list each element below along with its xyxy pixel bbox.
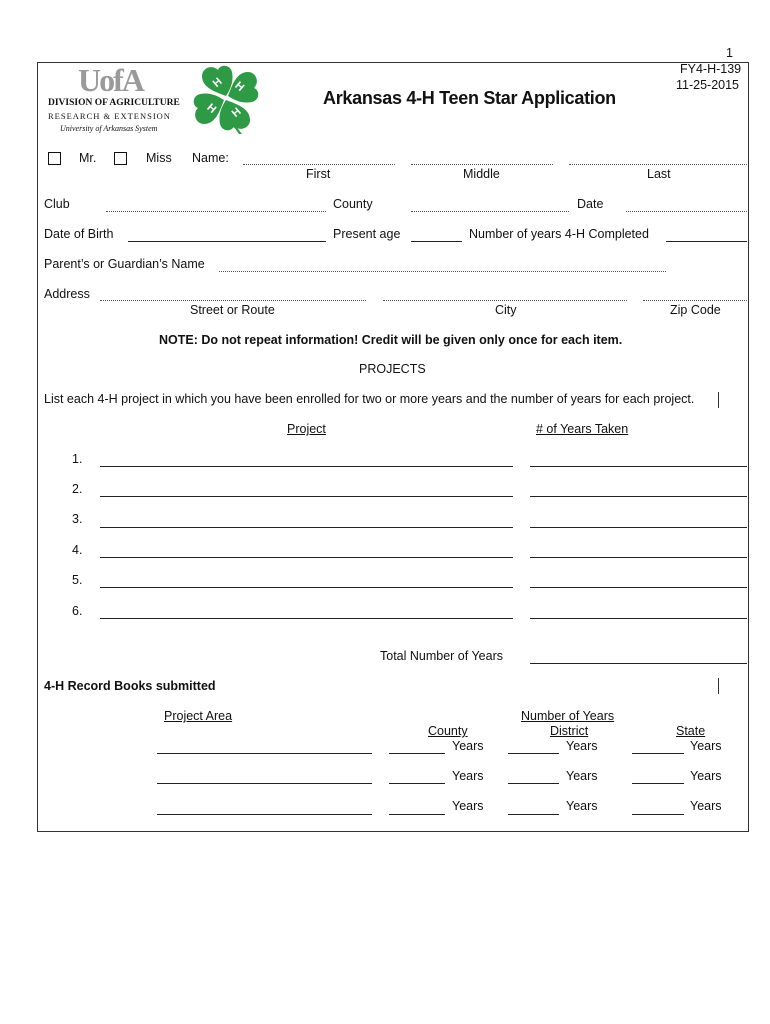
form-date: 11-25-2015: [676, 78, 740, 92]
last-name-field[interactable]: [569, 164, 747, 165]
logo-line3: University of Arkansas System: [60, 124, 158, 133]
record-books-heading: 4-H Record Books submitted: [44, 679, 216, 693]
street-label: Street or Route: [190, 303, 275, 317]
projects-instruction: List each 4-H project in which you have been enrolled for two or more years and the number of years for each project.: [44, 392, 695, 406]
years-label: Years: [566, 769, 598, 783]
logo-line2: RESEARCH & EXTENSION: [48, 111, 171, 121]
form-border: [37, 62, 749, 832]
years-label: Years: [452, 799, 484, 813]
row-number: 3.: [72, 512, 83, 526]
project-field[interactable]: [100, 527, 513, 528]
state-years-field[interactable]: [632, 783, 684, 784]
clover-h-2: H: [232, 79, 247, 94]
county-field[interactable]: [411, 211, 569, 212]
margin-tick: [718, 678, 719, 694]
address-label: Address: [44, 287, 90, 301]
years-field[interactable]: [530, 587, 747, 588]
city-label: City: [495, 303, 517, 317]
miss-label: Miss: [146, 151, 172, 165]
years-field[interactable]: [530, 466, 747, 467]
county-years-field[interactable]: [389, 753, 445, 754]
margin-tick: [718, 392, 719, 408]
years-label: Years: [566, 739, 598, 753]
project-field[interactable]: [100, 496, 513, 497]
first-name-field[interactable]: [243, 164, 395, 165]
row-number: 4.: [72, 543, 83, 557]
form-code: FY4-H-139: [680, 62, 742, 76]
last-label: Last: [647, 167, 671, 181]
note-text: NOTE: Do not repeat information! Credit will be given only once for each item.: [159, 333, 623, 347]
first-label: First: [306, 167, 331, 181]
state-years-field[interactable]: [632, 814, 684, 815]
col-project-area-header: Project Area: [164, 709, 233, 723]
years-label: Years: [452, 769, 484, 783]
zip-field[interactable]: [643, 300, 747, 301]
middle-name-field[interactable]: [411, 164, 553, 165]
zip-label: Zip Code: [670, 303, 721, 317]
miss-checkbox[interactable]: [114, 152, 127, 165]
row-number: 1.: [72, 452, 83, 466]
years-label: Years: [690, 799, 722, 813]
county-years-field[interactable]: [389, 783, 445, 784]
name-label: Name:: [192, 151, 229, 165]
page-number: 1: [726, 46, 733, 60]
district-years-field[interactable]: [508, 753, 559, 754]
district-years-field[interactable]: [508, 783, 559, 784]
total-years-field[interactable]: [530, 663, 747, 664]
four-h-clover-icon: [190, 62, 262, 134]
years-completed-field[interactable]: [666, 241, 747, 242]
uofa-logo: [46, 62, 180, 136]
dob-label: Date of Birth: [44, 227, 114, 241]
district-years-field[interactable]: [508, 814, 559, 815]
mr-label: Mr.: [79, 151, 97, 165]
project-field[interactable]: [100, 587, 513, 588]
col-project-header: Project: [287, 422, 326, 436]
mr-checkbox[interactable]: [48, 152, 61, 165]
years-label: Years: [690, 769, 722, 783]
total-years-label: Total Number of Years: [380, 649, 503, 663]
guardian-field[interactable]: [219, 271, 666, 272]
state-years-field[interactable]: [632, 753, 684, 754]
street-field[interactable]: [100, 300, 366, 301]
clover-h-1: H: [210, 75, 225, 90]
years-label: Years: [452, 739, 484, 753]
city-field[interactable]: [383, 300, 627, 301]
project-area-field[interactable]: [157, 814, 372, 815]
logo-line1: DIVISION OF AGRICULTURE: [48, 98, 180, 108]
uofa-monogram: UofA: [78, 62, 143, 98]
col-number-years-header: Number of Years: [521, 709, 615, 723]
county-label: County: [333, 197, 373, 211]
years-label: Years: [690, 739, 722, 753]
years-completed-label: Number of years 4-H Completed: [469, 227, 649, 241]
present-age-label: Present age: [333, 227, 401, 241]
county-years-field[interactable]: [389, 814, 445, 815]
project-area-field[interactable]: [157, 753, 372, 754]
row-number: 5.: [72, 573, 83, 587]
years-field[interactable]: [530, 496, 747, 497]
project-field[interactable]: [100, 557, 513, 558]
present-age-field[interactable]: [411, 241, 462, 242]
date-label: Date: [577, 197, 604, 211]
guardian-label: Parent’s or Guardian’s Name: [44, 257, 205, 271]
middle-label: Middle: [463, 167, 500, 181]
col-district-header: District: [550, 724, 589, 738]
club-label: Club: [44, 197, 70, 211]
page-title: Arkansas 4-H Teen Star Application: [323, 88, 616, 108]
col-county-header: County: [428, 724, 468, 738]
dob-field[interactable]: [128, 241, 326, 242]
clover-h-3: H: [229, 105, 244, 120]
projects-heading: PROJECTS: [359, 362, 426, 376]
row-number: 2.: [72, 482, 83, 496]
project-area-field[interactable]: [157, 783, 372, 784]
row-number: 6.: [72, 604, 83, 618]
years-field[interactable]: [530, 527, 747, 528]
years-label: Years: [566, 799, 598, 813]
date-field[interactable]: [626, 211, 747, 212]
col-years-header: # of Years Taken: [536, 422, 629, 436]
col-state-header: State: [676, 724, 706, 738]
years-field[interactable]: [530, 557, 747, 558]
club-field[interactable]: [106, 211, 326, 212]
project-field[interactable]: [100, 618, 513, 619]
project-field[interactable]: [100, 466, 513, 467]
clover-h-4: H: [204, 101, 219, 116]
years-field[interactable]: [530, 618, 747, 619]
